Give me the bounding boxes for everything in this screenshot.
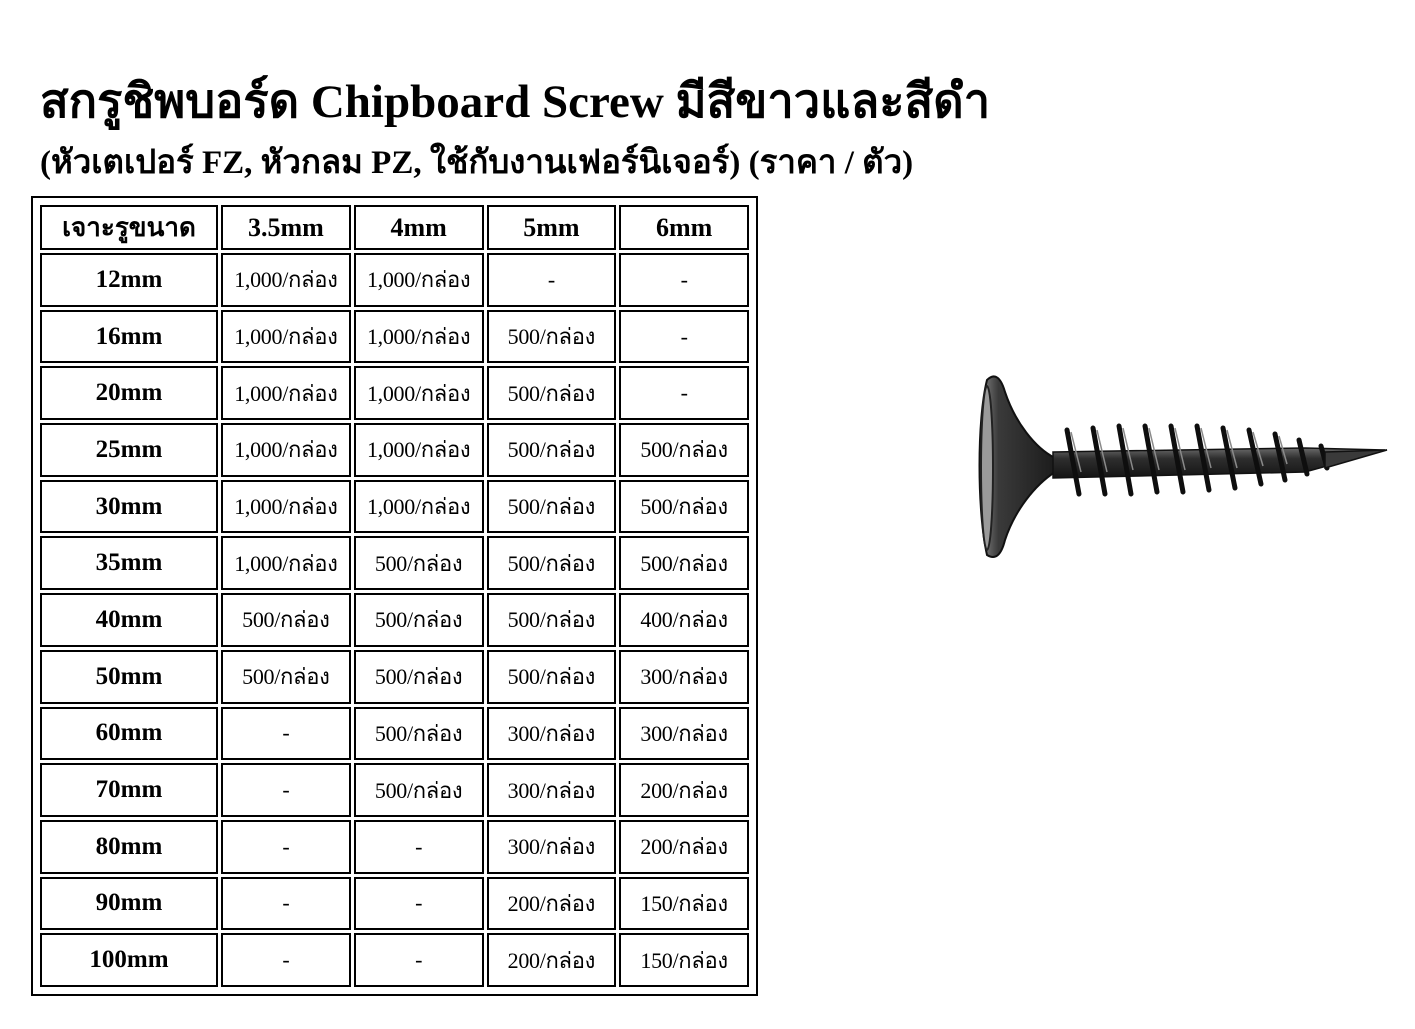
- row-size: 40mm: [40, 593, 218, 647]
- table-header-row: [40, 205, 749, 250]
- row-size: 60mm: [40, 707, 218, 761]
- table-cell: 300/กล่อง: [487, 763, 617, 817]
- table-cell: 500/กล่อง: [487, 593, 617, 647]
- table-cell: 300/กล่อง: [619, 707, 749, 761]
- price-table-frame: [31, 196, 758, 996]
- table-row: [40, 423, 749, 477]
- row-size: 90mm: [40, 877, 218, 931]
- header-5mm: 5mm: [487, 205, 617, 250]
- table-cell: 1,000/กล่อง: [354, 253, 484, 307]
- table-cell: 200/กล่อง: [619, 820, 749, 874]
- table-row: [40, 480, 749, 534]
- table-row: [40, 650, 749, 704]
- table-cell: 500/กล่อง: [487, 536, 617, 590]
- table-cell: 1,000/กล่อง: [221, 480, 351, 534]
- table-cell: 500/กล่อง: [619, 423, 749, 477]
- table-cell: 500/กล่อง: [221, 593, 351, 647]
- table-cell: 1,000/กล่อง: [221, 536, 351, 590]
- table-cell: 500/กล่อง: [487, 480, 617, 534]
- table-cell: 1,000/กล่อง: [221, 253, 351, 307]
- table-row: [40, 707, 749, 761]
- table-row: [40, 253, 749, 307]
- header-6mm: 6mm: [619, 205, 749, 250]
- table-cell: -: [619, 253, 749, 307]
- table-cell: 500/กล่อง: [354, 707, 484, 761]
- table-cell: 500/กล่อง: [354, 650, 484, 704]
- table-cell: -: [221, 763, 351, 817]
- table-cell: -: [354, 877, 484, 931]
- table-cell: 500/กล่อง: [487, 310, 617, 364]
- row-size: 30mm: [40, 480, 218, 534]
- header-4mm: 4mm: [354, 205, 484, 250]
- page-title: สกรูชิพบอร์ด Chipboard Screw มีสีขาวและสีดำ: [40, 76, 991, 128]
- table-row: [40, 877, 749, 931]
- table-row: [40, 536, 749, 590]
- table-cell: -: [221, 933, 351, 987]
- table-cell: 200/กล่อง: [487, 933, 617, 987]
- row-size: 12mm: [40, 253, 218, 307]
- table-cell: 1,000/กล่อง: [354, 366, 484, 420]
- row-size: 50mm: [40, 650, 218, 704]
- price-table: [37, 202, 752, 990]
- row-size: 80mm: [40, 820, 218, 874]
- header-3-5mm: 3.5mm: [221, 205, 351, 250]
- table-cell: 500/กล่อง: [354, 593, 484, 647]
- table-cell: 150/กล่อง: [619, 877, 749, 931]
- table-cell: -: [487, 253, 617, 307]
- table-cell: -: [221, 820, 351, 874]
- table-row: [40, 763, 749, 817]
- table-cell: 150/กล่อง: [619, 933, 749, 987]
- table-cell: 1,000/กล่อง: [354, 423, 484, 477]
- table-cell: 400/กล่อง: [619, 593, 749, 647]
- table-cell: -: [354, 820, 484, 874]
- table-cell: 500/กล่อง: [354, 763, 484, 817]
- table-cell: -: [221, 707, 351, 761]
- table-cell: 500/กล่อง: [487, 366, 617, 420]
- table-cell: 1,000/กล่อง: [221, 366, 351, 420]
- row-size: 70mm: [40, 763, 218, 817]
- row-size: 20mm: [40, 366, 218, 420]
- page-subtitle: (หัวเตเปอร์ FZ, หัวกลม PZ, ใช้กับงานเฟอร์นิเจอร์) (ราคา / ตัว): [40, 145, 914, 181]
- table-cell: 500/กล่อง: [487, 423, 617, 477]
- table-cell: 500/กล่อง: [619, 480, 749, 534]
- table-cell: 1,000/กล่อง: [354, 310, 484, 364]
- chipboard-screw-photo: [975, 360, 1390, 570]
- row-size: 100mm: [40, 933, 218, 987]
- table-cell: 500/กล่อง: [487, 650, 617, 704]
- table-cell: 1,000/กล่อง: [221, 310, 351, 364]
- table-cell: -: [619, 310, 749, 364]
- table-cell: 300/กล่อง: [487, 707, 617, 761]
- table-cell: 300/กล่อง: [487, 820, 617, 874]
- table-cell: 500/กล่อง: [354, 536, 484, 590]
- table-cell: 500/กล่อง: [221, 650, 351, 704]
- table-cell: 200/กล่อง: [619, 763, 749, 817]
- row-size: 25mm: [40, 423, 218, 477]
- table-cell: 300/กล่อง: [619, 650, 749, 704]
- row-size: 16mm: [40, 310, 218, 364]
- header-hole-size: เจาะรูขนาด: [40, 205, 218, 250]
- table-cell: 200/กล่อง: [487, 877, 617, 931]
- table-cell: 500/กล่อง: [619, 536, 749, 590]
- table-row: [40, 593, 749, 647]
- table-cell: 1,000/กล่อง: [354, 480, 484, 534]
- table-cell: -: [619, 366, 749, 420]
- table-row: [40, 820, 749, 874]
- table-row: [40, 366, 749, 420]
- table-row: [40, 310, 749, 364]
- table-cell: 1,000/กล่อง: [221, 423, 351, 477]
- table-row: [40, 933, 749, 987]
- row-size: 35mm: [40, 536, 218, 590]
- table-cell: -: [221, 877, 351, 931]
- table-cell: -: [354, 933, 484, 987]
